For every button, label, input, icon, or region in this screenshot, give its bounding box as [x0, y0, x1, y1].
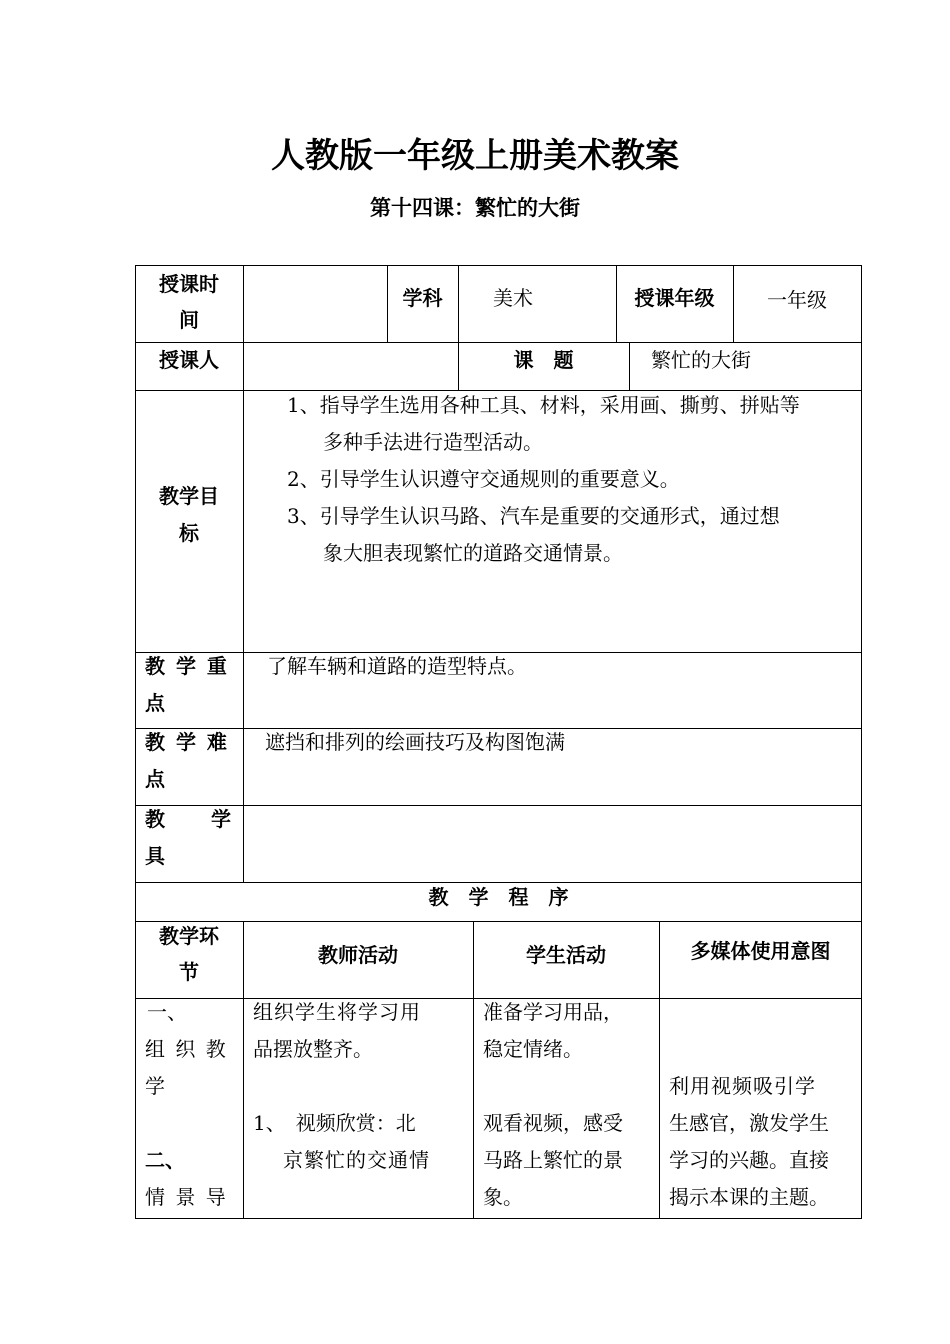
grade-label: 授课年级 — [634, 286, 715, 310]
stage-line: 组 织 教 — [145, 1037, 228, 1061]
grade-value: 一年级 — [767, 288, 827, 312]
lesson-subtitle: 第十四课：繁忙的大街 — [370, 196, 580, 220]
difficulties-label-line1: 教 学 难 — [145, 730, 229, 754]
key-points-label-line1: 教 学 重 — [145, 654, 229, 678]
lesson-plan-table — [135, 265, 862, 1219]
student-activity-line: 象。 — [483, 1185, 523, 1209]
stage-header-line2: 节 — [179, 960, 199, 984]
difficulties-value: 遮挡和排列的绘画技巧及构图饱满 — [265, 730, 565, 754]
tools-label-line1: 教 学 — [145, 807, 233, 831]
time-label-line2: 间 — [179, 308, 199, 332]
tools-label-line2: 具 — [145, 844, 165, 868]
stage-line: 二、 — [145, 1148, 185, 1172]
key-points-label-line2: 点 — [145, 691, 165, 715]
media-intent-line: 揭示本课的主题。 — [669, 1185, 829, 1209]
time-label-line1: 授课时 — [159, 272, 219, 296]
table-rule — [135, 1218, 862, 1219]
table-rule — [135, 921, 862, 922]
teacher-activity-header: 教师活动 — [318, 943, 398, 967]
student-activity-line: 准备学习用品， — [483, 1000, 623, 1024]
objective-line: 2、引导学生认识遵守交通规则的重要意义。 — [287, 467, 680, 491]
table-rule — [135, 265, 136, 1219]
table-rule — [861, 265, 862, 1219]
student-activity-line: 马路上繁忙的景 — [483, 1148, 623, 1172]
objectives-label-line1: 教学目 — [159, 484, 219, 508]
teacher-activity-line: 组织学生将学习用 — [253, 1000, 421, 1024]
objective-line: 多种手法进行造型活动。 — [323, 430, 543, 454]
media-intent-line: 生感官，激发学生 — [669, 1111, 829, 1135]
stage-line: 一、 — [147, 1000, 187, 1024]
student-activity-header: 学生活动 — [526, 943, 606, 967]
media-intent-header: 多媒体使用意图 — [690, 939, 831, 963]
document-title: 人教版一年级上册美术教案 — [271, 136, 679, 176]
subject-label: 学科 — [402, 286, 443, 310]
objective-line: 1、指导学生选用各种工具、材料，采用画、撕剪、拼贴等 — [287, 393, 800, 417]
teacher-activity-line: 1、 视频欣赏：北 — [253, 1111, 416, 1135]
table-rule — [629, 342, 630, 390]
topic-value: 繁忙的大街 — [651, 348, 751, 372]
teacher-activity-line: 品摆放整齐。 — [253, 1037, 373, 1061]
table-rule — [243, 265, 244, 882]
table-rule — [135, 805, 862, 806]
table-rule — [135, 265, 862, 266]
key-points-value: 了解车辆和道路的造型特点。 — [267, 654, 527, 678]
teacher-label: 授课人 — [159, 348, 219, 372]
objectives-label-line2: 标 — [179, 521, 199, 545]
objective-line: 象大胆表现繁忙的道路交通情景。 — [323, 541, 623, 565]
topic-label: 课 题 — [513, 348, 574, 372]
media-intent-line: 学习的兴趣。直接 — [669, 1148, 829, 1172]
media-intent-line: 利用视频吸引学 — [669, 1074, 816, 1098]
student-activity-line: 观看视频，感受 — [483, 1111, 623, 1135]
objective-line: 3、引导学生认识马路、汽车是重要的交通形式，通过想 — [287, 504, 780, 528]
stage-header-line1: 教学环 — [159, 924, 219, 948]
teacher-activity-line: 京繁忙的交通情 — [283, 1148, 430, 1172]
student-activity-line: 稳定情绪。 — [483, 1037, 583, 1061]
subject-value: 美术 — [493, 286, 533, 310]
stage-line: 情 景 导 — [145, 1185, 228, 1209]
difficulties-label-line2: 点 — [145, 767, 165, 791]
stage-line: 学 — [145, 1074, 165, 1098]
procedure-heading: 教 学 程 序 — [428, 885, 569, 909]
